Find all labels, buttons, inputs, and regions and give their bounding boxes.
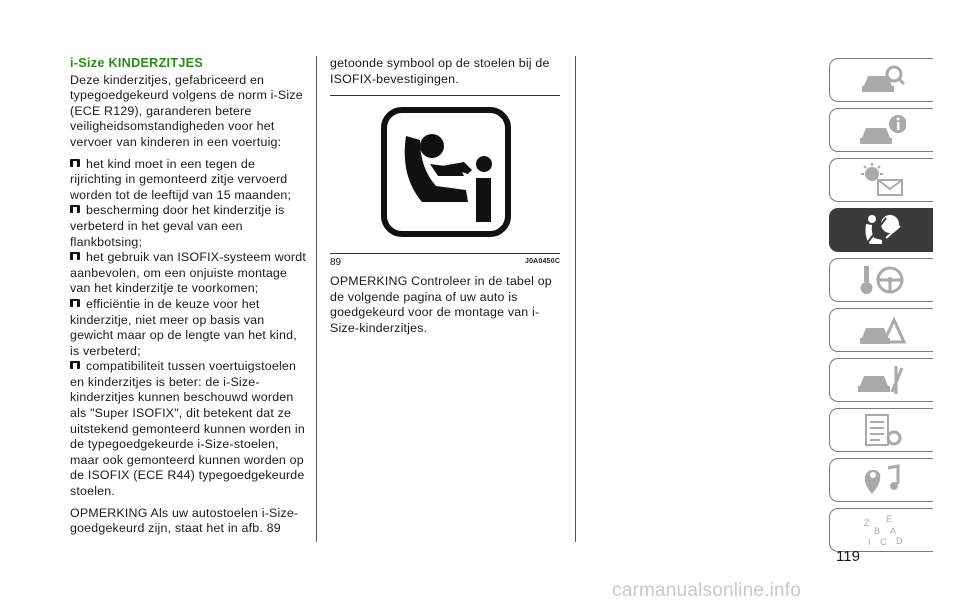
bullet-icon bbox=[70, 299, 80, 307]
tab-starting-driving[interactable] bbox=[829, 258, 933, 302]
bullet-icon bbox=[70, 159, 80, 167]
tab-emergency[interactable] bbox=[829, 308, 933, 352]
svg-text:Z: Z bbox=[863, 518, 869, 528]
bullet-icon bbox=[70, 205, 80, 213]
continuation-paragraph: getoonde symbool op de stoelen bij de ISOFIX-bevestigingen. bbox=[330, 56, 550, 86]
section-heading: i-Size KINDERZITJES bbox=[70, 56, 204, 70]
car-maintenance-tools-icon bbox=[858, 362, 906, 398]
svg-text:E: E bbox=[885, 514, 892, 524]
technical-data-document-icon bbox=[858, 412, 906, 448]
car-emergency-triangle-icon bbox=[858, 312, 906, 348]
tab-car-search[interactable] bbox=[829, 58, 933, 102]
column-divider bbox=[316, 56, 317, 542]
tab-technical-data[interactable] bbox=[829, 408, 933, 452]
bullet-item: bescherming door het kinderzitje is verbeterd in het geval van een flankbotsing; bbox=[70, 203, 285, 249]
tab-car-info[interactable] bbox=[829, 108, 933, 152]
note-paragraph: OPMERKING Controleer in de tabel op de volgende pagina of uw auto is goedgekeurd voor de montage van i-Size-kinderzitjes. bbox=[330, 274, 552, 335]
page-number: 119 bbox=[836, 548, 860, 565]
svg-text:I: I bbox=[867, 537, 871, 547]
svg-text:B: B bbox=[873, 526, 880, 536]
note-paragraph: OPMERKING Als uw autostoelen i-Size-goedgekeurd zijn, staat het in afb. 89 bbox=[70, 505, 299, 536]
key-steering-wheel-icon bbox=[858, 262, 906, 298]
watermark: carmanualsonline.info bbox=[612, 580, 802, 601]
svg-text:A: A bbox=[889, 526, 896, 536]
car-info-icon bbox=[858, 112, 906, 148]
figure-bottom-rule bbox=[330, 253, 560, 254]
isize-seat-symbol-icon bbox=[380, 106, 512, 238]
figure-number: 89 bbox=[330, 257, 342, 268]
svg-text:C: C bbox=[879, 537, 886, 547]
bullet-item: het gebruik van ISOFIX-systeem wordt aanbevolen, om een onjuiste montage van het kinderzitje te voorkomen; bbox=[70, 250, 306, 296]
left-text-column bbox=[70, 56, 308, 543]
bullet-item: het kind moet in een tegen de rijrichting in gemonteerd zitje vervoerd worden tot de leeftijd van 15 maanden; bbox=[70, 156, 292, 202]
tab-maintenance[interactable] bbox=[829, 358, 933, 402]
seat-safety-airbag-icon bbox=[858, 212, 906, 248]
car-search-icon bbox=[858, 62, 906, 98]
right-text-column bbox=[330, 56, 562, 93]
figure-code: J0A0450C bbox=[525, 258, 561, 265]
bullet-icon bbox=[70, 252, 80, 260]
bullet-icon bbox=[70, 361, 80, 369]
figure-note-block bbox=[330, 274, 562, 342]
intro-paragraph: Deze kinderzitjes, gefabriceerd en typegoedgekeurd volgens de norm i-Size (ECE R129), garanderen betere veiligheidsomstandigheden voor het vervoer van kinderen in een voertuig: bbox=[70, 72, 303, 149]
chapter-tabs bbox=[829, 58, 934, 558]
bullet-item: efficiëntie in de keuze voor het kinderzitje, niet meer op basis van gewicht maar op de lengte van het kind, is verbeterd; bbox=[70, 296, 297, 358]
svg-text:D: D bbox=[895, 536, 902, 546]
figure-top-rule bbox=[330, 95, 560, 96]
column-divider bbox=[575, 56, 576, 542]
bullet-item: compatibiliteit tussen voertuigstoelen en kinderzitjes is beter: de i-Size-kinderzitjes kunnen beschouwd worden als "Super ISOFIX", dit betekent dat ze uitstekend gemonteerd kunnen worden in de typegoedgekeurde i-Size-stoelen, maar ook gemonteerd kunnen worden op de ISOFIX (ECE R44) typegoedgekeurde stoelen. bbox=[70, 359, 305, 499]
alphabetical-index-icon bbox=[858, 512, 906, 548]
tab-multimedia[interactable] bbox=[829, 458, 933, 502]
tab-warning-lights[interactable] bbox=[829, 158, 933, 202]
multimedia-navigation-icon bbox=[858, 462, 906, 498]
warning-light-envelope-icon bbox=[858, 162, 906, 198]
tab-safety[interactable] bbox=[829, 208, 933, 252]
tab-index[interactable] bbox=[829, 508, 933, 552]
